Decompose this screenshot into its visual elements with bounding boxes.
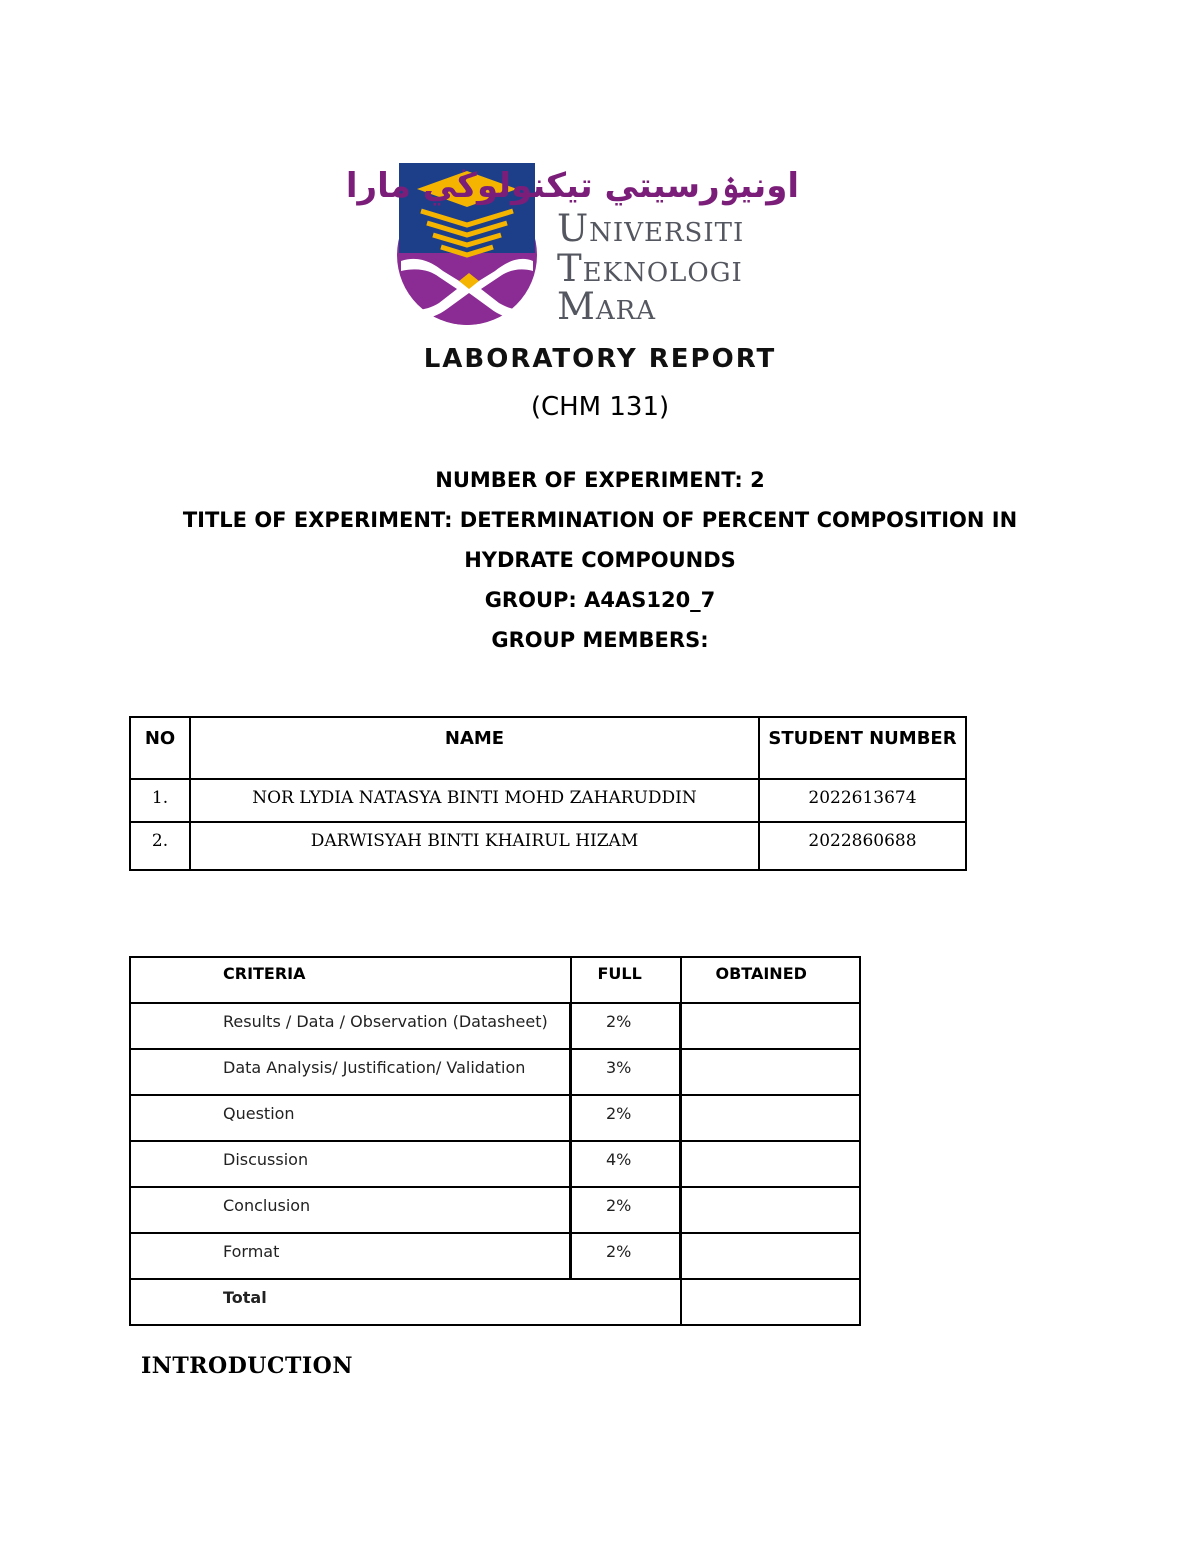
- criteria-obtained-cell[interactable]: [681, 1187, 861, 1233]
- member-student-number: 2022860688: [759, 822, 966, 870]
- criteria-obtained-cell[interactable]: [681, 1233, 861, 1279]
- criteria-obtained-cell[interactable]: [681, 1003, 861, 1049]
- table-row: [130, 1141, 860, 1187]
- header-criteria: CRITERIA: [130, 957, 571, 1003]
- members-table: [129, 716, 967, 871]
- criteria-header-row: [130, 957, 860, 1003]
- table-row: [130, 1003, 860, 1049]
- table-row: [130, 1049, 860, 1095]
- report-label: LABORATORY REPORT: [423, 344, 777, 374]
- university-logo: [345, 163, 799, 328]
- header-name: NAME: [190, 717, 759, 779]
- member-student-number: 2022613674: [759, 779, 966, 822]
- logo-word-teknologi: Teknologi: [557, 247, 743, 290]
- member-no: 1.: [130, 779, 190, 822]
- criteria-full: 4%: [571, 1141, 681, 1187]
- criteria-name: Question: [130, 1095, 571, 1141]
- table-row: [130, 1233, 860, 1279]
- university-name-jawi: اونيۏرسيتي تيكنولوڬي مارا: [345, 166, 799, 206]
- header-student-number: STUDENT NUMBER: [759, 717, 966, 779]
- table-row: [130, 822, 966, 870]
- logo-word-mara: Mara: [557, 285, 657, 328]
- course-code: (CHM 131): [530, 392, 670, 422]
- table-row: [130, 779, 966, 822]
- criteria-full: 2%: [571, 1003, 681, 1049]
- header-full: FULL: [571, 957, 681, 1003]
- section-heading-introduction: INTRODUCTION: [141, 1353, 353, 1379]
- criteria-table: [129, 956, 861, 1326]
- header-no: NO: [130, 717, 190, 779]
- table-row: [130, 1095, 860, 1141]
- criteria-full: 2%: [571, 1187, 681, 1233]
- criteria-name: Data Analysis/ Justification/ Validation: [130, 1049, 571, 1095]
- criteria-name: Discussion: [130, 1141, 571, 1187]
- member-no: 2.: [130, 822, 190, 870]
- experiment-title-line1: TITLE OF EXPERIMENT: DETERMINATION OF PERCENT COMPOSITION IN: [182, 508, 1018, 532]
- group-code: GROUP: A4AS120_7: [484, 588, 716, 612]
- criteria-full: 3%: [571, 1049, 681, 1095]
- member-name: DARWISYAH BINTI KHAIRUL HIZAM: [190, 822, 759, 870]
- member-name: NOR LYDIA NATASYA BINTI MOHD ZAHARUDDIN: [190, 779, 759, 822]
- members-header-row: [130, 717, 966, 779]
- total-label: Total: [130, 1279, 681, 1325]
- criteria-name: Conclusion: [130, 1187, 571, 1233]
- criteria-obtained-cell[interactable]: [681, 1095, 861, 1141]
- criteria-full: 2%: [571, 1233, 681, 1279]
- criteria-name: Results / Data / Observation (Datasheet): [130, 1003, 571, 1049]
- criteria-full: 2%: [571, 1095, 681, 1141]
- criteria-obtained-cell[interactable]: [681, 1141, 861, 1187]
- total-obtained-cell[interactable]: [681, 1279, 861, 1325]
- table-row: [130, 1187, 860, 1233]
- experiment-number: NUMBER OF EXPERIMENT: 2: [435, 468, 765, 492]
- group-members-label: GROUP MEMBERS:: [491, 628, 709, 652]
- experiment-title-line2: HYDRATE COMPOUNDS: [464, 548, 736, 572]
- total-row: [130, 1279, 860, 1325]
- logo-word-universiti: Universiti: [557, 207, 745, 250]
- header-obtained: OBTAINED: [681, 957, 861, 1003]
- criteria-name: Format: [130, 1233, 571, 1279]
- criteria-obtained-cell[interactable]: [681, 1049, 861, 1095]
